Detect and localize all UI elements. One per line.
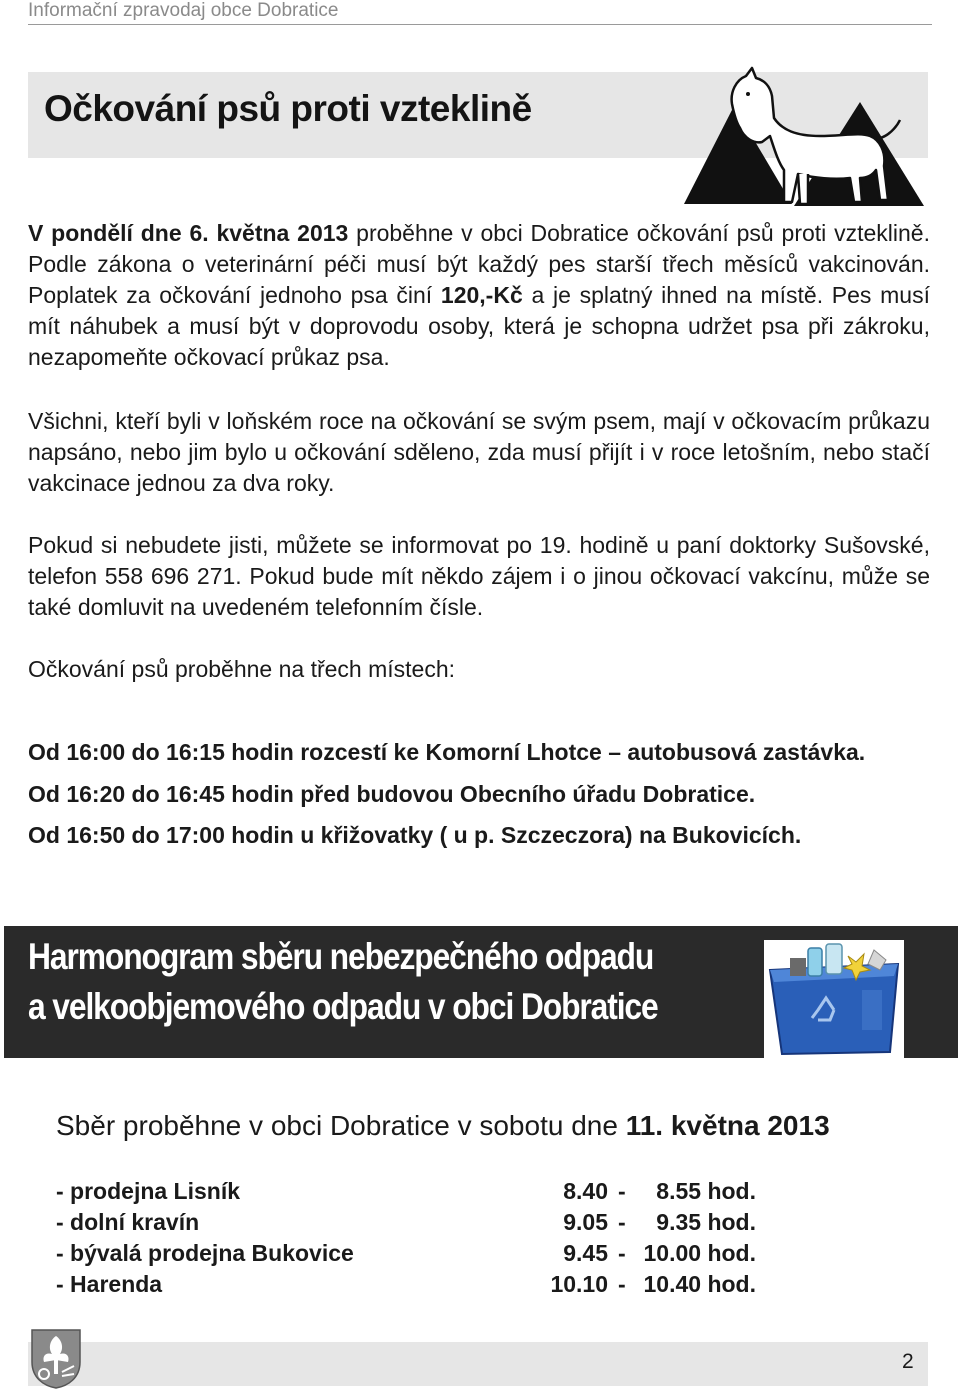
- village-crest-icon: [28, 1326, 84, 1390]
- page-number: 2: [902, 1350, 914, 1373]
- paragraph-text: a je splatný ihned na místě. Pes musí mít náhubek a musí být v doprovodu osoby, která je schopna udržet psa při zákroku, nezapomeňte očkovací průkaz psa.: [28, 282, 930, 370]
- schedule-from: 10.10: [550, 1271, 608, 1297]
- collection-date-intro: [56, 1108, 830, 1144]
- schedule-row: [56, 1207, 756, 1238]
- schedule-row: [56, 1269, 756, 1300]
- schedule-row: [56, 1238, 756, 1269]
- paragraph-intro: [28, 218, 930, 373]
- schedule-dash: -: [618, 1209, 626, 1235]
- section-title-waste-line1: Harmonogram sběru nebezpečného odpadu: [28, 936, 654, 977]
- date-highlight: V pondělí dne 6. května 2013: [28, 220, 349, 246]
- section-title-waste-line2: a velkoobjemového odpadu v obci Dobratice: [28, 986, 658, 1027]
- section-title-vaccination: Očkování psů proti vzteklině: [44, 88, 532, 129]
- collection-date: 11. května 2013: [625, 1110, 830, 1141]
- schedule-to: 8.55 hod.: [656, 1178, 756, 1204]
- schedule-place: - Harenda: [56, 1271, 163, 1297]
- schedule-to: 10.40 hod.: [643, 1271, 756, 1297]
- paragraph-text: proběhne v obci Dobratice očkování psů proti vzteklině. Podle zákona o veterinární péči musí být každý pes starší třech měsíců vakcinován. Poplatek za očkování jednoho psa činí: [28, 220, 930, 308]
- paragraph-previous-year: Všichni, kteří byli v loňském roce na očkování se svým psem, mají v očkovacím průkazu napsáno, nebo jim bylo u očkování sděleno, zda musí přijít i v roce letošním, nebo stačí vakcinace jednou za dva roky.: [28, 408, 930, 496]
- schedule-from: 9.05: [563, 1209, 608, 1235]
- schedule-from: 8.40: [563, 1178, 608, 1204]
- fee-highlight: 120,-Kč: [440, 282, 523, 308]
- vaccination-time-3: Od 16:50 do 17:00 hodin u křižovatky ( u p. Szczeczora) na Bukovicích.: [28, 822, 802, 848]
- schedule-dash: -: [618, 1240, 626, 1266]
- schedule-row: [56, 1176, 756, 1207]
- schedule-from: 9.45: [563, 1240, 608, 1266]
- schedule-place: - prodejna Lisník: [56, 1178, 241, 1204]
- paragraph-contact: Pokud si nebudete jisti, můžete se informovat po 19. hodině u paní doktorky Sušovské, telefon 558 696 271. Pokud bude mít někdo zájem i o jinou očkovací vakcínu, může se také domluvit na uvedeném telefonním čísle.: [28, 532, 930, 620]
- schedule-place: - bývalá prodejna Bukovice: [56, 1240, 354, 1266]
- recycling-bin-icon: [764, 940, 904, 1058]
- schedule-to: 9.35 hod.: [656, 1209, 756, 1235]
- paragraph-locations-intro: Očkování psů proběhne na třech místech:: [28, 656, 456, 682]
- header-divider: [28, 24, 932, 25]
- schedule-to: 10.00 hod.: [643, 1240, 756, 1266]
- schedule-dash: -: [618, 1271, 626, 1297]
- vaccination-time-2: Od 16:20 do 16:45 hodin před budovou Obecního úřadu Dobratice.: [28, 781, 756, 807]
- footer-bar: [28, 1342, 928, 1386]
- schedule-dash: -: [618, 1178, 626, 1204]
- collection-intro-text: Sběr proběhne v obci Dobratice v sobotu dne: [56, 1110, 626, 1141]
- vaccination-time-1: Od 16:00 do 16:15 hodin rozcestí ke Komorní Lhotce – autobusová zastávka.: [28, 739, 866, 765]
- dog-icon: [674, 66, 930, 214]
- schedule-place: - dolní kravín: [56, 1209, 200, 1235]
- running-header: Informační zpravodaj obce Dobratice: [28, 0, 339, 21]
